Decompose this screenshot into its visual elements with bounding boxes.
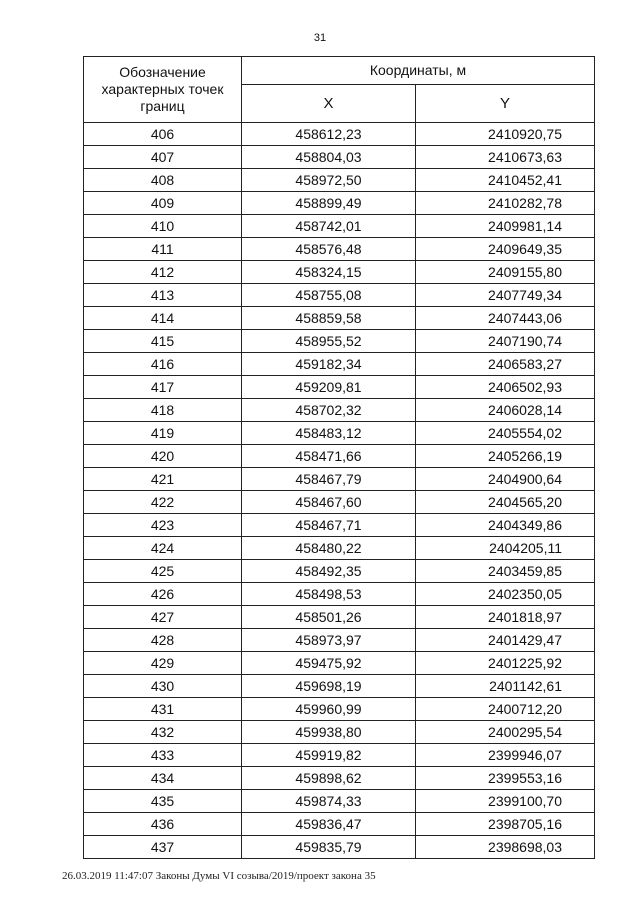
table-row <box>84 491 595 514</box>
coordinate-x-cell: 459938,80 <box>242 721 416 744</box>
coordinate-x-cell: 459475,92 <box>242 652 416 675</box>
point-designation-cell: 433 <box>84 744 242 767</box>
point-designation-cell: 429 <box>84 652 242 675</box>
footer-stamp: 26.03.2019 11:47:07 Законы Думы VI созыва/2019/проект закона 35 <box>62 870 376 882</box>
coordinate-y-cell: 2404349,86 <box>416 514 595 537</box>
table-row <box>84 583 595 606</box>
coordinate-x-cell: 458804,03 <box>242 146 416 169</box>
point-designation-cell: 422 <box>84 491 242 514</box>
coordinate-x-cell: 458859,58 <box>242 307 416 330</box>
point-designation-cell: 415 <box>84 330 242 353</box>
coordinate-x-cell: 458324,15 <box>242 261 416 284</box>
coordinate-x-cell: 459960,99 <box>242 698 416 721</box>
coordinate-y-cell: 2403459,85 <box>416 560 595 583</box>
coordinate-x-cell: 458498,53 <box>242 583 416 606</box>
coordinate-y-cell: 2409981,14 <box>416 215 595 238</box>
point-designation-cell: 409 <box>84 192 242 215</box>
point-designation-cell: 412 <box>84 261 242 284</box>
coordinate-y-cell: 2407443,06 <box>416 307 595 330</box>
coordinate-x-cell: 458612,23 <box>242 123 416 146</box>
coordinate-x-cell: 458483,12 <box>242 422 416 445</box>
coordinate-y-cell: 2401429,47 <box>416 629 595 652</box>
coordinate-y-cell: 2398705,16 <box>416 813 595 836</box>
coordinate-y-cell: 2399553,16 <box>416 767 595 790</box>
point-designation-cell: 434 <box>84 767 242 790</box>
coordinate-y-cell: 2401818,97 <box>416 606 595 629</box>
table-row <box>84 721 595 744</box>
point-designation-cell: 425 <box>84 560 242 583</box>
coordinate-y-cell: 2401225,92 <box>416 652 595 675</box>
coordinate-x-cell: 459209,81 <box>242 376 416 399</box>
coordinate-y-cell: 2410282,78 <box>416 192 595 215</box>
coordinate-y-cell: 2400712,20 <box>416 698 595 721</box>
table-row <box>84 468 595 491</box>
table-row <box>84 376 595 399</box>
point-designation-cell: 416 <box>84 353 242 376</box>
table-row <box>84 422 595 445</box>
table-row <box>84 836 595 859</box>
point-designation-cell: 411 <box>84 238 242 261</box>
coordinate-x-cell: 459836,47 <box>242 813 416 836</box>
coordinate-y-cell: 2410920,75 <box>416 123 595 146</box>
coordinate-x-cell: 458480,22 <box>242 537 416 560</box>
table-row <box>84 261 595 284</box>
coordinate-y-cell: 2404205,11 <box>416 537 595 560</box>
coordinate-x-cell: 458492,35 <box>242 560 416 583</box>
header-designation: Обозначение характерных точек границ <box>84 57 242 123</box>
coordinate-y-cell: 2398698,03 <box>416 836 595 859</box>
header-x: X <box>242 85 416 123</box>
coordinate-y-cell: 2410452,41 <box>416 169 595 192</box>
coordinate-y-cell: 2409155,80 <box>416 261 595 284</box>
coordinate-y-cell: 2406583,27 <box>416 353 595 376</box>
table-row <box>84 744 595 767</box>
table-row <box>84 192 595 215</box>
table-row <box>84 537 595 560</box>
coordinate-x-cell: 459919,82 <box>242 744 416 767</box>
coordinate-x-cell: 458899,49 <box>242 192 416 215</box>
coordinate-y-cell: 2405554,02 <box>416 422 595 445</box>
coordinate-x-cell: 458702,32 <box>242 399 416 422</box>
header-coordinates: Координаты, м <box>242 57 595 85</box>
table-row <box>84 284 595 307</box>
coordinate-x-cell: 458576,48 <box>242 238 416 261</box>
coordinate-y-cell: 2400295,54 <box>416 721 595 744</box>
coordinate-x-cell: 459698,19 <box>242 675 416 698</box>
table-row <box>84 560 595 583</box>
coordinate-x-cell: 458471,66 <box>242 445 416 468</box>
table-row <box>84 652 595 675</box>
point-designation-cell: 435 <box>84 790 242 813</box>
page-number: 31 <box>313 32 327 44</box>
table-row <box>84 675 595 698</box>
coordinate-x-cell: 458973,97 <box>242 629 416 652</box>
point-designation-cell: 423 <box>84 514 242 537</box>
table-row <box>84 215 595 238</box>
point-designation-cell: 428 <box>84 629 242 652</box>
coordinate-x-cell: 459835,79 <box>242 836 416 859</box>
coordinate-y-cell: 2410673,63 <box>416 146 595 169</box>
point-designation-cell: 417 <box>84 376 242 399</box>
point-designation-cell: 421 <box>84 468 242 491</box>
coordinate-y-cell: 2399100,70 <box>416 790 595 813</box>
coordinate-y-cell: 2404900,64 <box>416 468 595 491</box>
coordinates-table <box>83 56 595 859</box>
point-designation-cell: 408 <box>84 169 242 192</box>
table-row <box>84 307 595 330</box>
coordinate-x-cell: 458467,60 <box>242 491 416 514</box>
coordinate-x-cell: 458467,79 <box>242 468 416 491</box>
coordinate-y-cell: 2409649,35 <box>416 238 595 261</box>
point-designation-cell: 420 <box>84 445 242 468</box>
table-header <box>84 57 595 123</box>
coordinate-y-cell: 2406028,14 <box>416 399 595 422</box>
coordinate-y-cell: 2407749,34 <box>416 284 595 307</box>
table-row <box>84 146 595 169</box>
table-row <box>84 790 595 813</box>
coordinate-y-cell: 2405266,19 <box>416 445 595 468</box>
point-designation-cell: 424 <box>84 537 242 560</box>
table-row <box>84 767 595 790</box>
coordinate-y-cell: 2401142,61 <box>416 675 595 698</box>
point-designation-cell: 414 <box>84 307 242 330</box>
coordinate-x-cell: 458501,26 <box>242 606 416 629</box>
table-row <box>84 813 595 836</box>
point-designation-cell: 426 <box>84 583 242 606</box>
table-row <box>84 629 595 652</box>
coordinate-x-cell: 458742,01 <box>242 215 416 238</box>
table-row <box>84 606 595 629</box>
point-designation-cell: 407 <box>84 146 242 169</box>
table-row <box>84 123 595 146</box>
coordinate-y-cell: 2406502,93 <box>416 376 595 399</box>
coordinate-x-cell: 459874,33 <box>242 790 416 813</box>
header-row-1 <box>84 57 595 85</box>
table-row <box>84 353 595 376</box>
coordinate-y-cell: 2399946,07 <box>416 744 595 767</box>
point-designation-cell: 437 <box>84 836 242 859</box>
table-row <box>84 514 595 537</box>
table-row <box>84 330 595 353</box>
point-designation-cell: 419 <box>84 422 242 445</box>
point-designation-cell: 432 <box>84 721 242 744</box>
table-row <box>84 445 595 468</box>
coordinate-x-cell: 459182,34 <box>242 353 416 376</box>
coordinate-x-cell: 458955,52 <box>242 330 416 353</box>
table-row <box>84 238 595 261</box>
coordinate-y-cell: 2407190,74 <box>416 330 595 353</box>
table-body <box>84 123 595 859</box>
point-designation-cell: 427 <box>84 606 242 629</box>
point-designation-cell: 431 <box>84 698 242 721</box>
table-row <box>84 399 595 422</box>
coordinate-x-cell: 458467,71 <box>242 514 416 537</box>
point-designation-cell: 436 <box>84 813 242 836</box>
coordinate-y-cell: 2402350,05 <box>416 583 595 606</box>
point-designation-cell: 418 <box>84 399 242 422</box>
point-designation-cell: 430 <box>84 675 242 698</box>
header-y: Y <box>416 85 595 123</box>
table-row <box>84 698 595 721</box>
point-designation-cell: 410 <box>84 215 242 238</box>
table-row <box>84 169 595 192</box>
coordinate-x-cell: 458755,08 <box>242 284 416 307</box>
coordinate-y-cell: 2404565,20 <box>416 491 595 514</box>
coordinate-x-cell: 458972,50 <box>242 169 416 192</box>
coordinate-x-cell: 459898,62 <box>242 767 416 790</box>
point-designation-cell: 413 <box>84 284 242 307</box>
point-designation-cell: 406 <box>84 123 242 146</box>
